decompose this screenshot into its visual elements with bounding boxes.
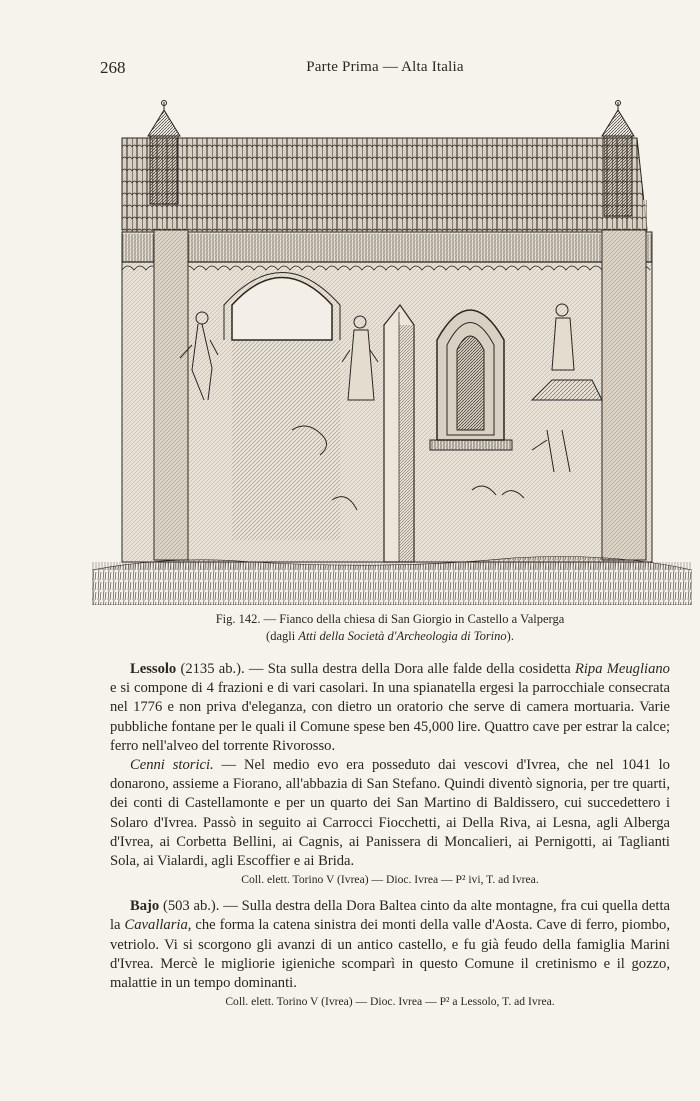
figure-engraving	[92, 100, 692, 605]
running-title: Parte Prima — Alta Italia	[306, 59, 464, 75]
lessolo-history-paragraph: Cenni storici. — Nel medio evo era posseduto dai vescovi d'Ivrea, che nel 1041 lo donarono, assieme a Fiorano, all'abbazia di San Stefano. Quindi diventò signoria, per tre quarti, dei conti di Castellamonte e per un quarto dei San Martino di Baldissero, cui succedettero i Solaro d'Ivrea. Passò in seguito ai Carrocci Fiocchetti, ai Della Riva, ai Lesna, agli Alberga d'Ivrea, ai Corbetta Bellini, ai Cagnis, ai Panissera di Moncalieri, ai Pernigotti, ai Taglianti Sola, ai Vialardi, agli Escoffier e ai Brida.	[110, 757, 670, 870]
page-header	[100, 58, 670, 82]
caption-line-2: (dagli Atti della Società d'Archeologia di Torino).	[266, 629, 514, 643]
figure-caption	[100, 611, 680, 645]
lessolo-paragraph: Lessolo (2135 ab.). — Sta sulla destra della Dora alle falde della cosidetta Ripa Meugliano e si compone di 4 frazioni e di vari casolari. In una spianatella ergesi la parrocchiale consecrata nel 1776 e non priva d'eleganza, con dietro un oratorio che serve di camera mortuaria. Varie pubbliche fontane per le quali il Comune spese ben 45,000 lire. Quattro cave per estrar la calce; ferro nell'alveo del torrente Rivorosso.	[110, 661, 670, 754]
caption-source-title: Atti della Società d'Archeologia di Torino	[298, 629, 507, 643]
caption-line-1: Fig. 142. — Fianco della chiesa di San Giorgio in Castello a Valperga	[215, 612, 565, 626]
page-number: 268	[100, 58, 126, 77]
place-name-lessolo: Lessolo	[130, 661, 177, 677]
church-wall-engraving-icon	[92, 100, 692, 605]
lessolo-admin-note: Coll. elett. Torino V (Ivrea) — Dioc. Ivrea — P² ivi, T. ad Ivrea.	[241, 873, 539, 887]
section-label-cenni-storici: Cenni storici.	[130, 757, 214, 774]
place-name-bajo: Bajo	[130, 898, 160, 915]
bajo-paragraph: Bajo (503 ab.). — Sulla destra della Dora Baltea cinto da alte montagne, fra cui quella detta la Cavallaria, che forma la catena sinistra dei monti della valle d'Aosta. Cave di ferro, piombo, vetriolo. Vi si scorgono gli avanzi di un antico castello, e fu già feudo della famiglia Marini d'Ivrea. Mercè le migliorie igieniche scomparì in questo Comune il cretinismo e il gozzo, malattie in un tempo dominanti.	[110, 898, 670, 992]
body-text	[110, 660, 670, 1015]
bajo-admin-note: Coll. elett. Torino V (Ivrea) — Dioc. Ivrea — P² a Lessolo, T. ad Ivrea.	[225, 995, 555, 1009]
